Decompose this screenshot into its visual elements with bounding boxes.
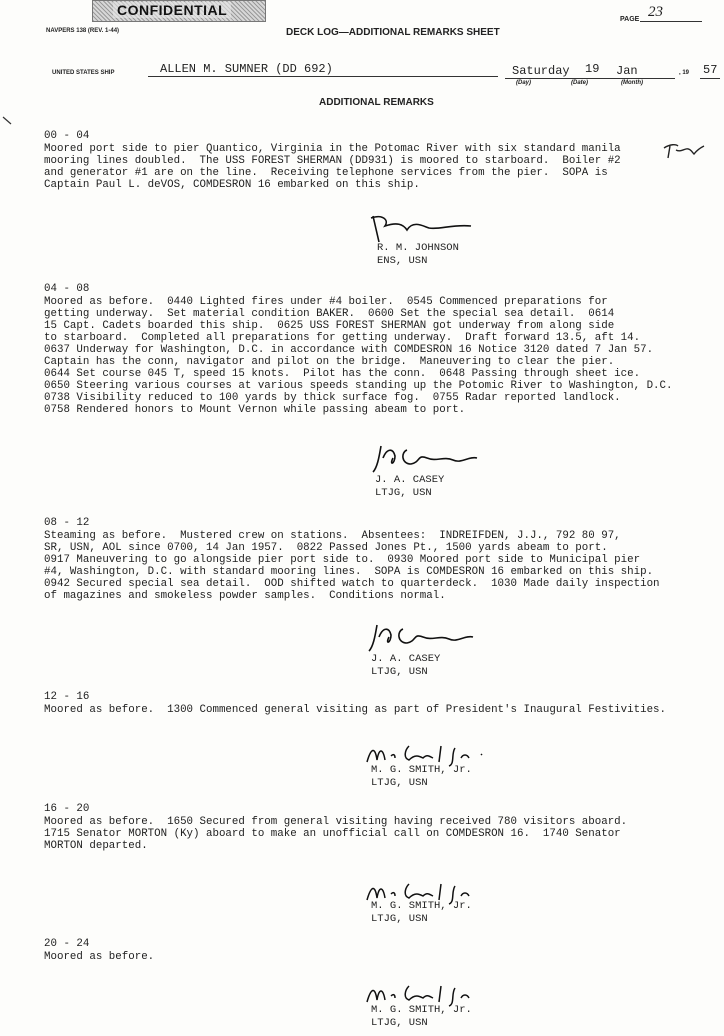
- entry-line: 0758 Rendered honors to Mount Vernon while passing abeam to port.: [44, 404, 466, 416]
- entry-line: 0637 Underway for Washington, D.C. in accordance with COMDESRON 16 Notice 3120 dated 7 Jan 57.: [44, 344, 654, 356]
- entry-line: 1715 Senator MORTON (Ky) aboard to make an unofficial call on COMDESRON 16. 1740 Senator: [44, 828, 621, 840]
- classification-text: CONFIDENTIAL: [113, 2, 231, 18]
- signature-block-12-16: [371, 742, 511, 798]
- signer-name: M. G. SMITH, Jr.: [371, 900, 472, 912]
- watch-16-20: [44, 803, 714, 852]
- signature-block-16-20: [371, 880, 511, 936]
- entry-line: Moored as before. 1300 Commenced general visiting as part of President's Inaugural Festivities.: [44, 704, 667, 716]
- month-caption: (Month): [621, 80, 643, 86]
- year-suffix: 57: [703, 63, 718, 77]
- watch-period: 08 - 12: [44, 517, 90, 529]
- page-number: 23: [648, 4, 663, 20]
- watch-00-04: [44, 130, 714, 191]
- entry-line: Moored port side to pier Quantico, Virginia in the Potomac River with six standard manila: [44, 143, 621, 155]
- ship-name-line: [148, 76, 498, 77]
- entry-line: 0942 Secured special sea detail. OOD shifted watch to quarterdeck. 1030 Made daily inspection: [44, 578, 660, 590]
- remarks-title: ADDITIONAL REMARKS: [319, 97, 434, 108]
- date-caption: (Date): [571, 80, 589, 86]
- signer-name: J. A. CASEY: [371, 653, 441, 665]
- entry-line: Moored as before. 1650 Secured from general visiting having received 780 visitors aboard.: [44, 816, 628, 828]
- entry-line: and generator #1 are on the line. Receiving telephone services from the pier. SOPA is: [44, 167, 608, 179]
- signer-rank: LTJG, USN: [371, 1017, 428, 1029]
- watch-period: 16 - 20: [44, 803, 90, 815]
- entry-line: Steaming as before. Mustered crew on stations. Absentees: INDREIFDEN, J.J., 792 80 97,: [44, 530, 621, 542]
- ship-name: ALLEN M. SUMNER (DD 692): [160, 62, 333, 76]
- margin-tick-mark: [2, 116, 12, 126]
- entry-line: 0650 Steering various courses at various speeds standing up the Potomic River to Washington, D.C.: [44, 380, 673, 392]
- signer-rank: LTJG, USN: [371, 913, 428, 925]
- entry-line: getting underway. Set material condition BAKER. 0600 Set the special sea detail. 0614: [44, 308, 615, 320]
- watch-period: 00 - 04: [44, 130, 90, 142]
- entry-line: MORTON departed.: [44, 840, 148, 852]
- form-title: DECK LOG—ADDITIONAL REMARKS SHEET: [286, 27, 500, 38]
- signature-block-20-24: [371, 986, 511, 1034]
- entry-line: to starboard. Completed all preparations for getting underway. Draft forward 13.5, aft 14.: [44, 332, 641, 344]
- year-line: [700, 78, 720, 79]
- log-date: 19: [585, 62, 600, 76]
- ship-label: UNITED STATES SHIP: [52, 70, 115, 76]
- entry-line: Moored as before. 0440 Lighted fires under #4 boiler. 0545 Commenced preparations for: [44, 296, 608, 308]
- entry-line: SR, USN, AOL since 0700, 14 Jan 1957. 0822 Passed Jones Pt., 1500 yards abeam to port.: [44, 542, 608, 554]
- signer-name: M. G. SMITH, Jr.: [371, 1004, 472, 1016]
- classification-stamp: [92, 0, 266, 22]
- page-label: PAGE: [620, 16, 640, 23]
- watch-period: 12 - 16: [44, 691, 90, 703]
- entry-line: Moored as before.: [44, 951, 155, 963]
- signer-name: M. G. SMITH, Jr.: [371, 764, 472, 776]
- entry-line: Captain has the conn, navigator and pilot on the bridge. Maneuvering to clear the pier.: [44, 356, 615, 368]
- date-line: [505, 78, 675, 79]
- watch-period: 20 - 24: [44, 938, 90, 950]
- entry-line: mooring lines doubled. The USS FOREST SHERMAN (DD931) is moored to starboard. Boiler #2: [44, 155, 621, 167]
- signature-mark: [367, 212, 477, 246]
- watch-12-16: [44, 691, 714, 716]
- entry-line: of magazines and smokeless powder samples. Conditions normal.: [44, 590, 446, 602]
- watch-08-12: [44, 517, 714, 602]
- signature-mark: [371, 444, 481, 478]
- watch-20-24: [44, 938, 714, 963]
- page-number-line: [640, 21, 702, 22]
- signature-mark: [367, 623, 477, 657]
- day-caption: (Day): [516, 80, 532, 86]
- entry-line: 0644 Set course 045 T, speed 15 knots. Pilot has the conn. 0648 Passing through sheet ice.: [44, 368, 641, 380]
- watch-04-08: [44, 283, 714, 416]
- watch-period: 04 - 08: [44, 283, 90, 295]
- signature-block-08-12: [371, 627, 511, 683]
- entry-line: 0917 Maneuvering to go alongside pier port side to. 0930 Moored port side to Municipal pier: [44, 554, 641, 566]
- log-day: Saturday: [512, 64, 570, 78]
- signer-rank: ENS, USN: [377, 255, 428, 267]
- signature-block-04-08: [375, 448, 515, 504]
- log-month: Jan: [616, 64, 638, 78]
- signer-rank: LTJG, USN: [371, 777, 428, 789]
- entry-line: #4, Washington, D.C. with standard mooring lines. SOPA is COMDESRON 16 embarked on this ship.: [44, 566, 654, 578]
- form-number: NAVPERS 138 (REV. 1-44): [46, 28, 120, 34]
- year-prefix: , 19: [679, 70, 690, 76]
- entry-line: 0738 Visibility reduced to 100 yards by thick surface fog. 0755 Radar reported landlock.: [44, 392, 621, 404]
- entry-line: 15 Capt. Cadets boarded this ship. 0625 USS FOREST SHERMAN got underway from along side: [44, 320, 615, 332]
- signature-block-00-04: [377, 218, 517, 274]
- signer-rank: LTJG, USN: [375, 487, 432, 499]
- entry-line: Captain Paul L. deVOS, COMDESRON 16 embarked on this ship.: [44, 179, 420, 191]
- signer-name: R. M. JOHNSON: [377, 242, 459, 254]
- signer-name: J. A. CASEY: [375, 474, 445, 486]
- signer-rank: LTJG, USN: [371, 666, 428, 678]
